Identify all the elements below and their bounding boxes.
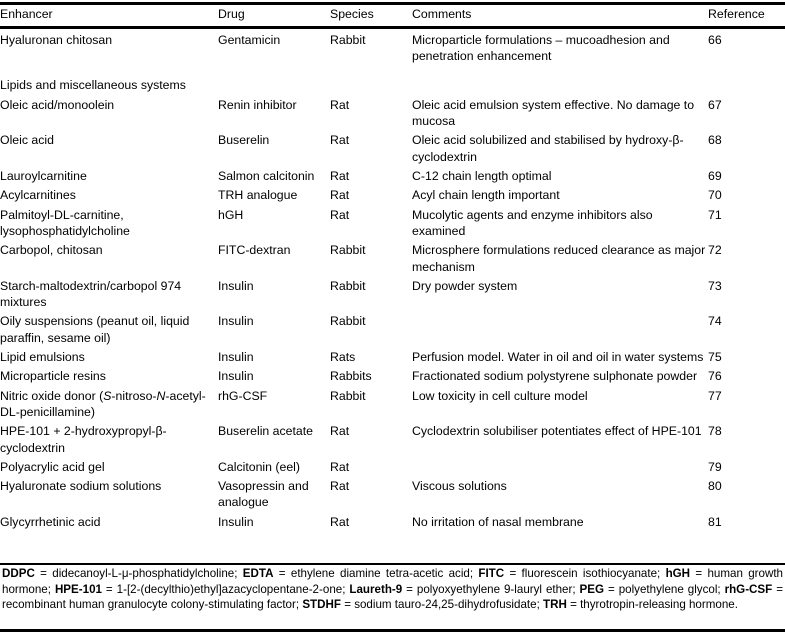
cell-drug: Salmon calcitonin	[218, 169, 315, 184]
abbrev-definition: sodium tauro-24,25-dihydrofusidate	[354, 598, 537, 612]
cell-comments: Fractionated sodium polystyrene sulphonate powder	[412, 369, 698, 384]
cell-enhancer: Glycyrrhetinic acid	[0, 514, 101, 529]
table-row	[0, 475, 785, 511]
cell-drug: Buserelin acetate	[218, 424, 314, 439]
cell-reference: 66	[708, 33, 722, 47]
cell-comments	[412, 456, 708, 475]
cell-drug: Insulin	[218, 514, 254, 529]
cell-species: Rabbit	[330, 314, 366, 329]
cell-comments: Oleic acid solubilized and stabilised by hydroxy-β-cyclodextrin	[412, 133, 684, 164]
abbrev-definition: 1-[2-(decylthio)ethyl]azacyclopentane-2-one	[116, 582, 343, 596]
cell-comments: Mucolytic agents and enzyme inhibitors also examined	[412, 207, 653, 238]
column-header-reference: Reference	[708, 7, 765, 21]
table-row	[0, 184, 785, 203]
cell-species: Rat	[330, 188, 350, 203]
cell-enhancer: Nitric oxide donor (S-nitroso-N-acetyl-DL-penicillamine)	[0, 388, 206, 419]
abbrev-term: EDTA	[242, 567, 274, 580]
cell-species: Rabbit	[330, 33, 366, 47]
cell-reference: 81	[708, 514, 722, 529]
cell-drug: Insulin	[218, 278, 254, 293]
abbrev-term: DDPC	[2, 567, 35, 580]
table-row	[0, 511, 785, 530]
table-row	[0, 275, 785, 311]
cell-drug: Vasopressin and analogue	[218, 479, 309, 510]
table-top-rule	[0, 2, 785, 5]
table-row	[0, 420, 785, 456]
table-footnote-rule	[0, 563, 785, 565]
cell-species: Rabbits	[330, 369, 372, 384]
abbrev-definition: thyrotropin-releasing hormone.	[580, 598, 738, 612]
cell-enhancer: Microparticle resins	[0, 369, 106, 384]
cell-drug: FITC-dextran	[218, 243, 291, 258]
table-row	[0, 165, 785, 184]
abbrev-term: hGH	[665, 567, 691, 580]
cell-enhancer: Hyaluronan chitosan	[0, 33, 113, 47]
table-row	[0, 94, 785, 130]
cell-drug: hGH	[218, 207, 244, 222]
column-header-enhancer: Enhancer	[0, 7, 53, 21]
cell-drug: Renin inhibitor	[218, 97, 297, 112]
cell-reference: 75	[708, 350, 722, 365]
abbrev-definition: didecanoyl-L-μ-phosphatidylcholine	[52, 567, 235, 580]
table-row	[0, 29, 785, 65]
cell-comments: C-12 chain length optimal	[412, 169, 552, 184]
table-row	[0, 239, 785, 275]
abbrev-term: TRH	[543, 598, 567, 612]
cell-enhancer: HPE-101 + 2-hydroxypropyl-β-cyclodextrin	[0, 424, 167, 455]
cell-reference: 68	[708, 133, 722, 148]
cell-reference: 74	[708, 314, 722, 329]
table-footnote: DDPC = didecanoyl-L-μ-phosphatidylcholine; EDTA = ethylene diamine tetra-acetic acid; FITC = fluorescein isothiocyanate; hGH = human growth hormone; HPE-101 = 1-[2-(decylthio)ethyl]azacyclopentane-2-one; Laureth-9 = polyoxyethylene 9-lauryl ether; PEG = polyethylene glycol; rhG-CSF = recombinant human granulocyte colony-stimulating factor; STDHF = sodium tauro-24,25-dihydrofusidate; TRH = thyrotropin-releasing hormone.	[2, 567, 783, 612]
cell-comments: Oleic acid emulsion system effective. No damage to mucosa	[412, 97, 695, 129]
cell-species: Rat	[330, 459, 350, 474]
cell-species: Rat	[330, 479, 350, 494]
header-row	[0, 6, 785, 22]
cell-drug: Insulin	[218, 314, 254, 329]
table-header	[0, 6, 785, 22]
cell-enhancer: Polyacrylic acid gel	[0, 459, 105, 474]
table-row	[0, 204, 785, 240]
abbrev-definition: recombinant human granulocyte colony-stimulating factor	[2, 598, 296, 612]
table-row	[0, 385, 785, 421]
cell-comments: Dry powder system	[412, 278, 518, 293]
section-heading: Lipids and miscellaneous systems	[0, 77, 186, 92]
abbrev-term: PEG	[579, 582, 605, 596]
table-row	[0, 346, 785, 365]
cell-comments: No irritation of nasal membrane	[412, 514, 584, 529]
column-header-species: Species	[330, 7, 374, 21]
abbrev-term: STDHF	[302, 598, 341, 612]
cell-drug: rhG-CSF	[218, 388, 268, 403]
cell-enhancer: Carbopol, chitosan	[0, 243, 103, 258]
cell-reference: 77	[708, 388, 722, 403]
cell-species: Rat	[330, 133, 350, 148]
cell-drug: Calcitonin (eel)	[218, 459, 301, 474]
table-body	[0, 29, 785, 530]
cell-drug: Buserelin	[218, 133, 270, 148]
cell-comments	[412, 310, 708, 346]
abbrev-term: FITC	[478, 567, 505, 580]
abbrev-definition: ethylene diamine tetra-acetic acid	[290, 567, 470, 580]
table-row	[0, 365, 785, 384]
cell-comments: Acyl chain length important	[412, 188, 560, 203]
cell-species: Rats	[330, 350, 356, 365]
table-row	[0, 456, 785, 475]
cell-enhancer: Acylcarnitines	[0, 188, 76, 203]
cell-species: Rabbit	[330, 278, 366, 293]
cell-enhancer: Lipid emulsions	[0, 350, 85, 365]
cell-species: Rat	[330, 97, 350, 112]
cell-species: Rat	[330, 514, 350, 529]
cell-reference: 73	[708, 278, 722, 293]
cell-enhancer: Oily suspensions (peanut oil, liquid paraffin, sesame oil)	[0, 314, 190, 345]
cell-species: Rat	[330, 169, 350, 184]
cell-species: Rat	[330, 424, 350, 439]
cell-drug: Insulin	[218, 350, 254, 365]
cell-species: Rat	[330, 207, 350, 222]
table-row	[0, 129, 785, 165]
abbrev-definition: fluorescein isothiocyanate	[521, 567, 658, 580]
abbrev-term: HPE-101	[54, 582, 102, 596]
cell-reference: 69	[708, 169, 722, 184]
abbrev-definition: polyoxyethylene 9-lauryl ether	[416, 582, 573, 596]
cell-comments: Microsphere formulations reduced clearance as major mechanism	[412, 243, 706, 274]
cell-comments: Microparticle formulations – mucoadhesion and penetration enhancement	[412, 33, 670, 64]
cell-reference: 72	[708, 243, 722, 258]
cell-comments: Cyclodextrin solubiliser potentiates effect of HPE-101	[412, 424, 702, 439]
column-header-drug: Drug	[218, 7, 245, 21]
cell-species: Rabbit	[330, 388, 366, 403]
table-row	[0, 310, 785, 346]
cell-species: Rabbit	[330, 243, 366, 258]
cell-reference: 80	[708, 479, 722, 494]
cell-reference: 70	[708, 188, 722, 203]
abbrev-definition: human growth hormone	[2, 567, 783, 596]
cell-comments: Viscous solutions	[412, 479, 507, 494]
cell-enhancer: Hyaluronate sodium solutions	[0, 479, 162, 494]
abbrev-definition: polyethylene glycol	[618, 582, 718, 596]
cell-reference: 67	[708, 97, 722, 112]
cell-comments: Perfusion model. Water in oil and oil in water systems	[412, 350, 704, 365]
table-bottom-rule	[0, 629, 785, 632]
cell-enhancer: Lauroylcarnitine	[0, 169, 87, 184]
section-heading-row	[0, 65, 785, 94]
cell-enhancer: Oleic acid/monoolein	[0, 97, 115, 112]
column-header-comments: Comments	[412, 7, 472, 21]
cell-enhancer: Starch-maltodextrin/carbopol 974 mixtures	[0, 278, 182, 310]
cell-reference: 71	[708, 207, 722, 222]
abbrev-term: rhG-CSF	[724, 582, 773, 596]
cell-enhancer: Palmitoyl-DL-carnitine, lysophosphatidylcholine	[0, 207, 130, 238]
cell-reference: 79	[708, 459, 722, 474]
cell-drug: Insulin	[218, 369, 254, 384]
cell-comments: Low toxicity in cell culture model	[412, 388, 588, 403]
cell-reference: 76	[708, 369, 722, 384]
cell-enhancer: Oleic acid	[0, 133, 54, 148]
cell-reference: 78	[708, 424, 722, 439]
abbrev-term: Laureth-9	[349, 582, 403, 596]
cell-drug: TRH analogue	[218, 188, 298, 203]
cell-drug: Gentamicin	[218, 33, 281, 47]
